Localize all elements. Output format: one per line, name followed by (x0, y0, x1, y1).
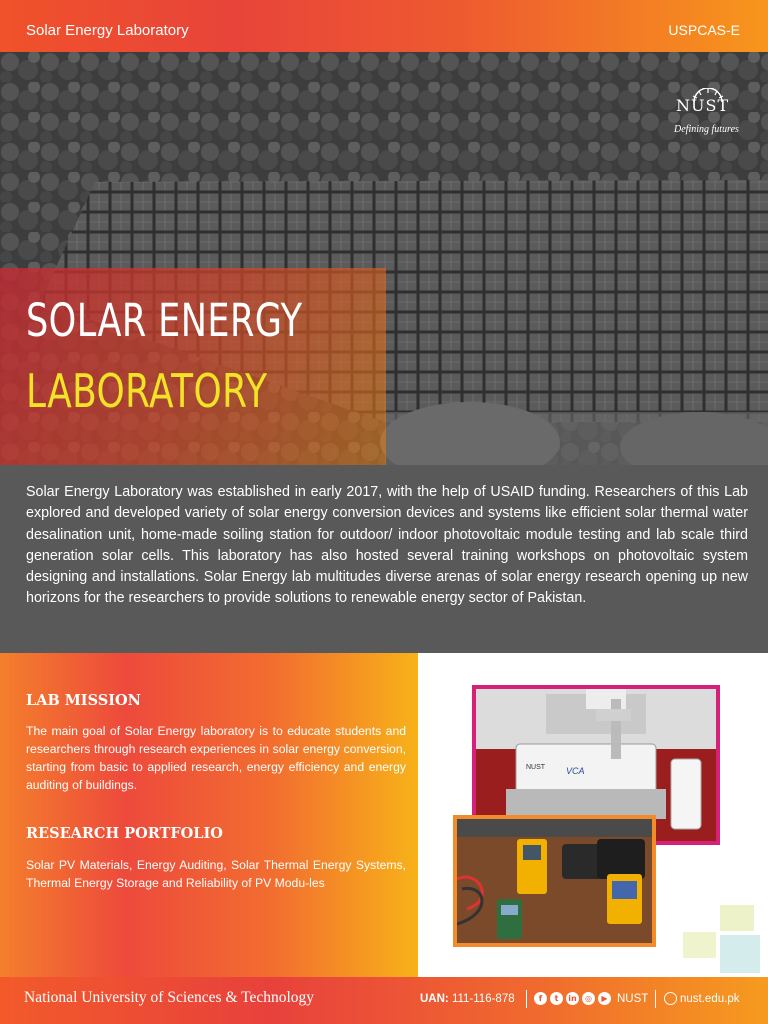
decor-square (720, 935, 760, 973)
photo1-brand: NUST (526, 764, 546, 771)
research-portfolio-heading: RESEARCH PORTFOLIO (26, 825, 223, 842)
intro-paragraph: Solar Energy Laboratory was established in early 2017, with the help of USAID funding. Researchers of this Lab explored and developed variety of solar energy conversion devices and systems like efficient solar thermal water desalination unit, home-made soiling station for outdoor/ indoor photovoltaic module testing and lab scale third generation solar cells. This laboratory has also hosted several training workshops on photovoltaic system designing and installations. Solar Energy lab multitudes diverse arenas of solar energy research opening up new horizons for the researchers to provide solutions to renewable energy sector of Pakistan. (26, 484, 748, 607)
logo-tagline: Defining futures (674, 124, 739, 135)
header-title: Solar Energy Laboratory (26, 22, 189, 39)
decor-square (720, 905, 754, 931)
instagram-icon[interactable]: ◎ (582, 992, 595, 1005)
header-organization: USPCAS-E (668, 22, 740, 38)
lab-mission-text: The main goal of Solar Energy laboratory is to educate students and researchers through research experiences in solar energy conversion, starting from basic to applied research, energy efficiency and energy auditing of buildings. (26, 724, 406, 792)
footer-bar (0, 977, 768, 1024)
linkedin-icon[interactable]: in (566, 992, 579, 1005)
research-portfolio-text: Solar PV Materials, Energy Auditing, Solar Thermal Energy Systems, Thermal Energy Storage and Reliability of PV Modu-les (26, 858, 406, 890)
footer-divider (655, 990, 656, 1008)
top-bar (0, 0, 768, 58)
globe-icon (664, 992, 677, 1005)
website-link[interactable]: nust.edu.pk (680, 993, 740, 1005)
page-title-line1: SOLAR ENERGY (26, 294, 303, 347)
meters-image (457, 819, 652, 943)
logo-name: NUST (676, 96, 730, 115)
intro-section (0, 465, 768, 653)
footer-uan (420, 993, 515, 1005)
uan-label: UAN: (420, 993, 449, 1005)
measuring-instruments-photo (453, 815, 656, 947)
social-handle: NUST (617, 993, 649, 1005)
twitter-icon[interactable]: t (550, 992, 563, 1005)
facebook-icon[interactable]: f (534, 992, 547, 1005)
youtube-icon[interactable]: ▶ (598, 992, 611, 1005)
decor-square (683, 932, 716, 958)
page-title-line2: LABORATORY (26, 364, 268, 418)
footer-divider (526, 990, 527, 1008)
photo1-label: VCA (566, 766, 585, 776)
lab-mission-heading: LAB MISSION (26, 692, 141, 709)
uan-number: 111-116-878 (451, 993, 515, 1005)
nust-logo (668, 88, 748, 140)
footer-university: National University of Sciences & Technology (24, 989, 315, 1006)
